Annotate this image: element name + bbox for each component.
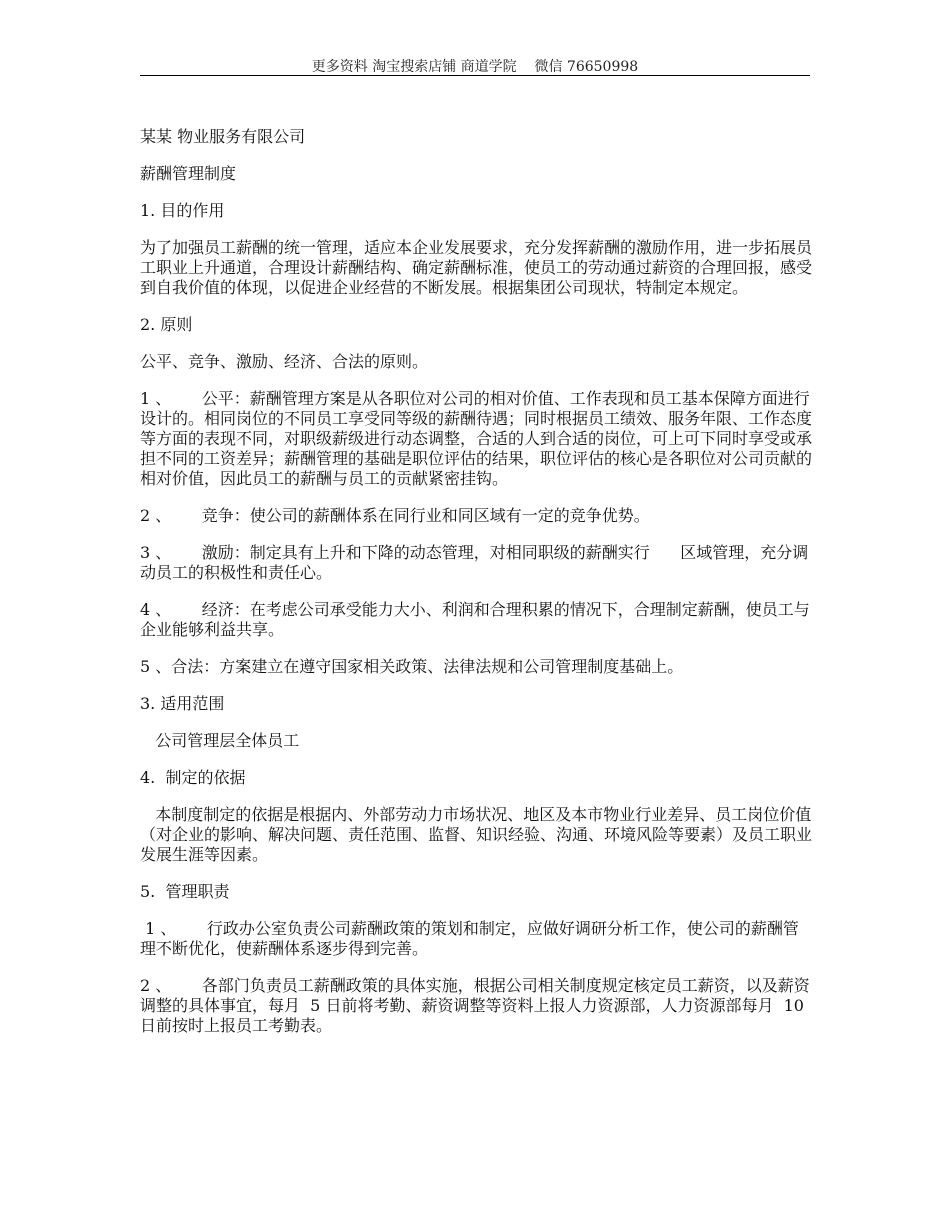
section-heading-principles: 2. 原则 [140,315,193,334]
section-heading-scope: 3. 适用范围 [140,694,225,713]
section-heading-purpose: 1. 目的作用 [140,201,225,220]
responsibility-admin-office: 1 、 行政办公室负责公司薪酬政策的策划和制定，应做好调研分析工作，使公司的薪酬管理不断优化，使薪酬体系逐步得到完善。 [140,919,799,958]
purpose-paragraph: 为了加强员工薪酬的统一管理，适应本企业发展要求，充分发挥薪酬的激励作用，进一步拓展员工职业上升通道，合理设计薪酬结构、确定薪酬标准，使员工的劳动通过薪资的合理回报，感受到自我价值的体现，以促进企业经营的不断发展。根据集团公司现状，特制定本规定。 [140,238,813,297]
principle-fairness: 1 、 公平：薪酬管理方案是从各职位对公司的相对价值、工作表现和员工基本保障方面进行设计的。相同岗位的不同员工享受同等级的薪酬待遇；同时根据员工绩效、服务年限、工作态度等方面的表现不同，对职级薪级进行动态调整，合适的人到合适的岗位，可上可下同时享受或承担不同的工资差异；薪酬管理的基础是职位评估的结果，职位评估的核心是各职位对公司贡献的相对价值，因此员工的薪酬与员工的贡献紧密挂钩。 [140,389,813,488]
principle-incentive: 3 、 激励：制定具有上升和下降的动态管理，对相同职级的薪酬实行 区域管理，充分调动员工的积极性和责任心。 [140,543,809,582]
principles-summary: 公平、竞争、激励、经济、合法的原则。 [140,352,429,371]
principle-legality: 5 、合法：方案建立在遵守国家相关政策、法律法规和公司管理制度基础上。 [140,657,684,676]
principle-economy: 4 、 经济：在考虑公司承受能力大小、利润和合理积累的情况下，合理制定薪酬，使员工与企业能够利益共享。 [140,600,810,639]
basis-paragraph: 本制度制定的依据是根据内、外部劳动力市场状况、地区及本市物业行业差异、员工岗位价值（对企业的影响、解决问题、责任范围、监督、知识经验、沟通、环境风险等要素）及员工职业发展生涯等因素。 [140,805,813,864]
section-heading-responsibilities: 5. 管理职责 [140,882,230,901]
scope-paragraph: 公司管理层全体员工 [140,731,300,750]
header-divider [140,75,810,76]
document-title: 薪酬管理制度 [140,164,237,183]
page-header: 更多资料 淘宝搜索店铺 商道学院 微信 76650998 [311,59,639,75]
principle-competition: 2 、 竞争：使公司的薪酬体系在同行业和同区域有一定的竞争优势。 [140,506,650,525]
responsibility-departments: 2 、 各部门负责员工薪酬政策的具体实施，根据公司相关制度规定核定员工薪资，以及薪资调整的具体事宜，每月 5 日前将考勤、薪资调整等资料上报人力资源部，人力资源部每月 10 日前按时上报员工考勤表。 [140,976,810,1035]
company-name: 某某 物业服务有限公司 [140,127,306,146]
section-heading-basis: 4. 制定的依据 [140,768,246,787]
document-body [140,127,812,1053]
